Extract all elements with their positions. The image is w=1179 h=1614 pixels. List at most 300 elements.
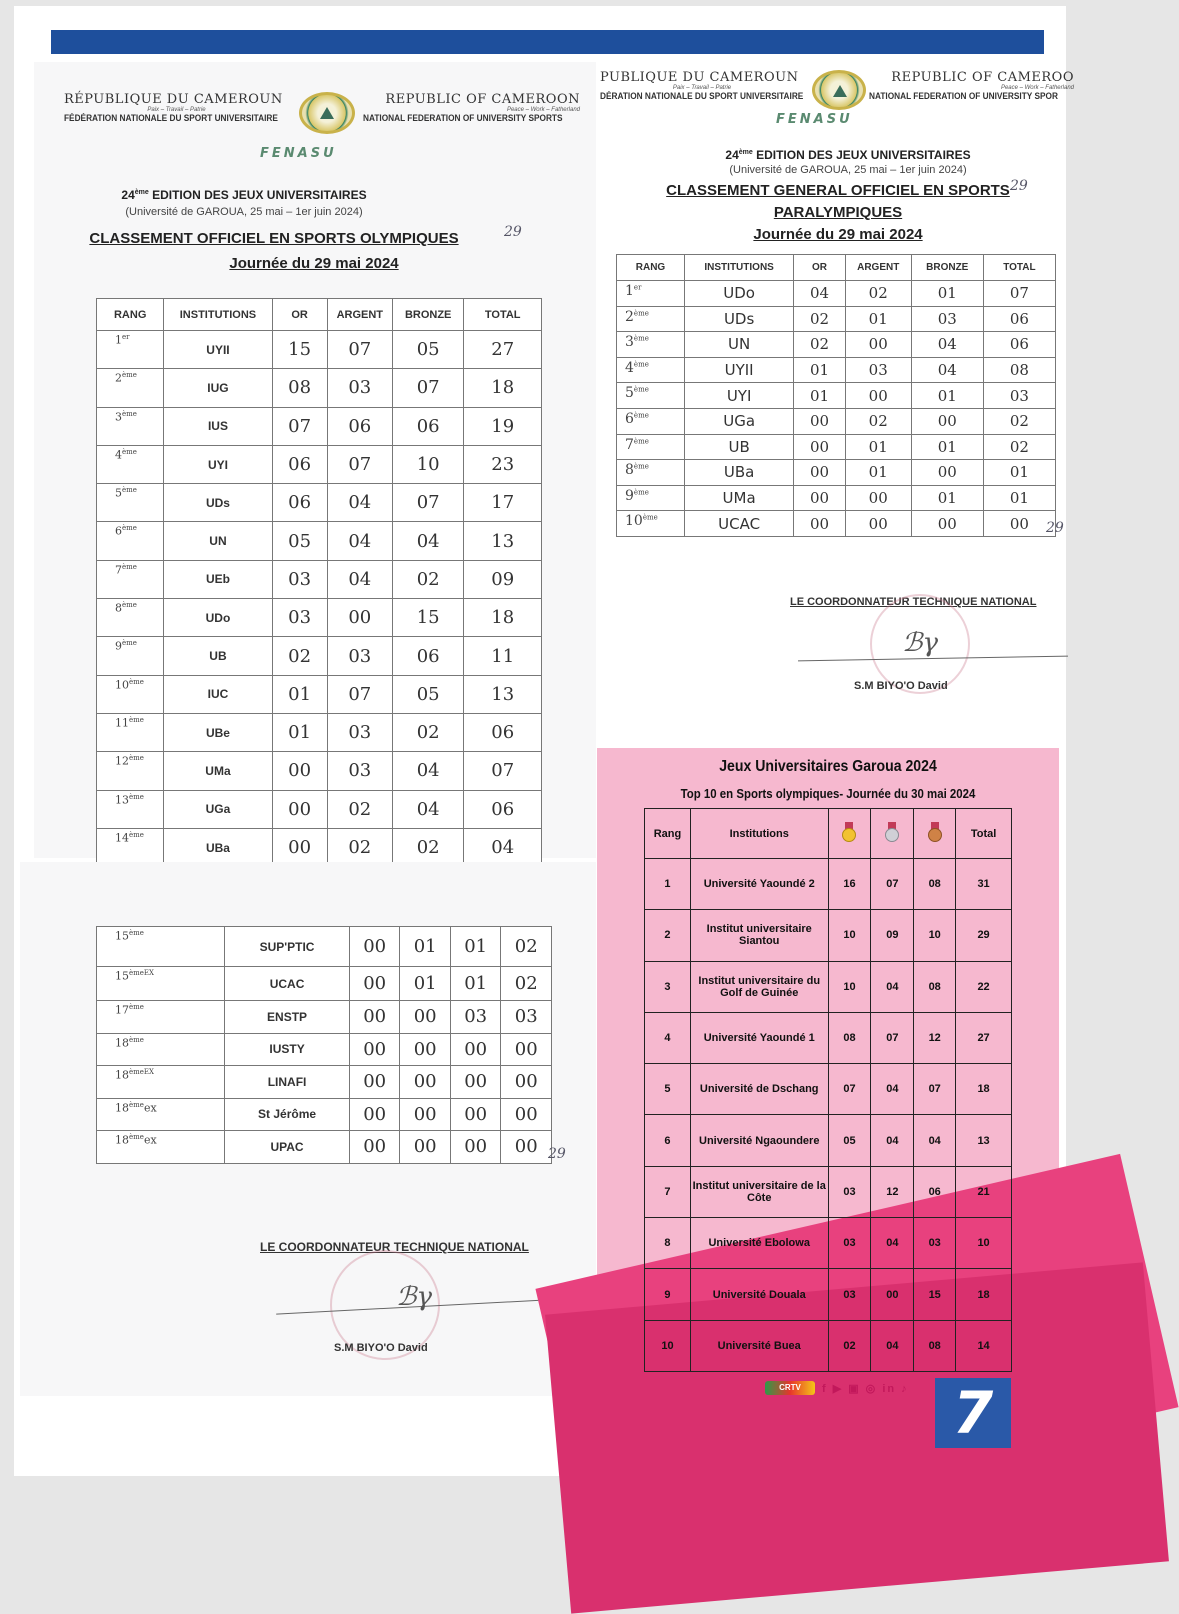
col-institutions: Institutions <box>690 809 828 859</box>
argent-cell: 01 <box>400 927 451 967</box>
institution-cell: UDs <box>164 484 272 522</box>
en-motto: Peace – Work – Fatherland <box>1000 85 1074 91</box>
table-row <box>617 485 1056 511</box>
or-cell: 06 <box>272 445 327 483</box>
table-row <box>97 927 552 967</box>
table-row <box>617 332 1056 358</box>
rank-cell: 2ème <box>97 369 164 407</box>
silver-medal-icon <box>885 822 899 842</box>
rank-cell: 9 <box>645 1269 691 1320</box>
silver-cell: 04 <box>871 1115 914 1166</box>
table-row <box>617 357 1056 383</box>
fr-motto: Paix – Travail – Patrie <box>672 85 732 91</box>
header-cell: RANG <box>97 299 164 331</box>
table-row <box>97 407 542 445</box>
bronze-cell: 04 <box>911 357 983 383</box>
document-title: CLASSEMENT OFFICIEL EN SPORTS OLYMPIQUES <box>89 230 459 247</box>
or-cell: 00 <box>349 927 400 967</box>
argent-cell: 00 <box>845 511 911 537</box>
handwritten-initials: 29 <box>1046 520 1064 536</box>
fr-motto: Paix – Travail – Patrie <box>147 107 206 113</box>
rank-cell: 6 <box>645 1115 691 1166</box>
col-rang: Rang <box>645 809 691 859</box>
col-bronze <box>914 809 956 859</box>
table-row <box>645 1218 1012 1269</box>
or-cell: 15 <box>272 331 327 369</box>
gold-cell: 10 <box>828 961 871 1012</box>
rank-cell: 5ème <box>617 383 685 409</box>
or-cell: 07 <box>272 407 327 445</box>
total-cell: 11 <box>464 637 542 675</box>
document-day: Journée du 29 mai 2024 <box>753 226 923 243</box>
bronze-cell: 00 <box>450 1098 501 1131</box>
table-row <box>617 511 1056 537</box>
or-cell: 02 <box>272 637 327 675</box>
table-row <box>97 1001 552 1034</box>
top-bar <box>51 30 1044 54</box>
institution-cell: LINAFI <box>225 1066 350 1099</box>
argent-cell: 07 <box>327 445 392 483</box>
or-cell: 03 <box>272 560 327 598</box>
col-total: Total <box>956 809 1012 859</box>
total-cell: 00 <box>501 1066 552 1099</box>
or-cell: 01 <box>794 357 846 383</box>
silver-cell: 07 <box>871 1012 914 1063</box>
rank-cell: 10ème <box>97 675 164 713</box>
rank-cell: 4ème <box>97 445 164 483</box>
letterhead <box>64 92 580 134</box>
institution-cell: UBe <box>164 713 272 751</box>
table-row <box>617 281 1056 307</box>
total-cell: 02 <box>983 434 1055 460</box>
argent-cell: 00 <box>845 332 911 358</box>
en-federation: NATIONAL FEDERATION OF UNIVERSITY SPOR <box>868 91 1058 101</box>
gold-cell: 03 <box>828 1166 871 1217</box>
rank-cell: 12ème <box>97 752 164 790</box>
institution-cell: Institut universitaire du Golf de Guinée <box>690 961 828 1012</box>
paralympic-ranking-sheet <box>598 62 1074 746</box>
total-cell: 19 <box>464 407 542 445</box>
institution-cell: Université Buea <box>690 1320 828 1371</box>
rank-cell: 9ème <box>617 485 685 511</box>
table-row <box>97 522 542 560</box>
table-row <box>645 1064 1012 1115</box>
institution-cell: UGa <box>164 790 272 828</box>
total-cell: 13 <box>464 522 542 560</box>
fr-federation: FÉDÉRATION NATIONALE DU SPORT UNIVERSITAIRE <box>64 113 278 123</box>
argent-cell: 06 <box>327 407 392 445</box>
silver-cell: 12 <box>871 1166 914 1217</box>
institution-cell: UCAC <box>225 967 350 1001</box>
institution-cell: SUP'PTIC <box>225 927 350 967</box>
institution-cell: UCAC <box>685 511 794 537</box>
bronze-cell: 05 <box>392 331 463 369</box>
rank-cell: 17ème <box>97 1001 225 1034</box>
rank-cell: 10 <box>645 1320 691 1371</box>
argent-cell: 04 <box>327 522 392 560</box>
table-row <box>97 1131 552 1164</box>
document-title-line2: PARALYMPIQUES <box>773 204 903 221</box>
paralympic-ranking-table <box>616 254 1056 537</box>
or-cell: 00 <box>349 1033 400 1066</box>
or-cell: 01 <box>272 675 327 713</box>
rank-cell: 8ème <box>97 599 164 637</box>
argent-cell: 03 <box>845 357 911 383</box>
bronze-cell: 04 <box>392 752 463 790</box>
table-row <box>97 828 542 866</box>
fenasu-wordmark: FENASU <box>776 112 853 127</box>
or-cell: 01 <box>272 713 327 751</box>
rank-cell: 8 <box>645 1218 691 1269</box>
bronze-cell: 04 <box>392 522 463 560</box>
or-cell: 00 <box>794 511 846 537</box>
table-row <box>97 1066 552 1099</box>
rank-cell: 10ème <box>617 511 685 537</box>
bronze-cell: 03 <box>911 306 983 332</box>
institution-cell: UBa <box>164 828 272 866</box>
bronze-cell: 07 <box>392 369 463 407</box>
table-row <box>645 1115 1012 1166</box>
bronze-cell: 02 <box>392 828 463 866</box>
or-cell: 01 <box>794 383 846 409</box>
argent-cell: 00 <box>400 1098 451 1131</box>
or-cell: 06 <box>272 484 327 522</box>
bronze-cell: 12 <box>914 1012 956 1063</box>
fenasu-logo <box>812 70 866 110</box>
table-row <box>617 306 1056 332</box>
total-cell: 29 <box>956 910 1012 961</box>
institution-cell: UGa <box>685 408 794 434</box>
bronze-cell: 01 <box>911 434 983 460</box>
fenasu-wordmark: FENASU <box>260 146 337 161</box>
rank-cell: 8ème <box>617 460 685 486</box>
argent-cell: 01 <box>845 434 911 460</box>
coordinator-name: S.M BIYO'O David <box>334 1342 428 1354</box>
table-row <box>97 484 542 522</box>
institution-cell: IUG <box>164 369 272 407</box>
bronze-cell: 00 <box>450 1033 501 1066</box>
en-country: REPUBLIC OF CAMEROON <box>385 92 580 107</box>
institution-cell: UN <box>685 332 794 358</box>
silver-cell: 04 <box>871 1320 914 1371</box>
edition-line: 24ème EDITION DES JEUX UNIVERSITAIRES <box>121 188 367 202</box>
coordinator-title: LE COORDONNATEUR TECHNIQUE NATIONAL <box>260 1240 529 1254</box>
gold-cell: 07 <box>828 1064 871 1115</box>
total-cell: 07 <box>983 281 1055 307</box>
table-row <box>97 445 542 483</box>
institution-cell: UDs <box>685 306 794 332</box>
table-row <box>97 560 542 598</box>
bronze-cell: 04 <box>392 790 463 828</box>
table-row <box>645 859 1012 910</box>
argent-cell: 01 <box>845 306 911 332</box>
rank-cell: 18èmeex <box>97 1098 225 1131</box>
or-cell: 00 <box>272 828 327 866</box>
institution-cell: UYI <box>685 383 794 409</box>
total-cell: 10 <box>956 1218 1012 1269</box>
institution-cell: Université Ngaoundere <box>690 1115 828 1166</box>
header-cell: OR <box>272 299 327 331</box>
signature: ℬγ <box>902 628 938 658</box>
argent-cell: 07 <box>327 331 392 369</box>
silver-cell: 04 <box>871 1064 914 1115</box>
argent-cell: 01 <box>400 967 451 1001</box>
total-cell: 09 <box>464 560 542 598</box>
top10-infographic <box>597 748 1059 1378</box>
institution-cell: IUS <box>164 407 272 445</box>
or-cell: 00 <box>272 790 327 828</box>
institution-cell: ENSTP <box>225 1001 350 1034</box>
table-row <box>97 675 542 713</box>
total-cell: 22 <box>956 961 1012 1012</box>
total-cell: 18 <box>464 369 542 407</box>
bronze-cell: 01 <box>450 967 501 1001</box>
rank-cell: 3 <box>645 961 691 1012</box>
bronze-cell: 10 <box>392 445 463 483</box>
fr-country: PUBLIQUE DU CAMEROUN <box>600 70 799 85</box>
institution-cell: Université Ebolowa <box>690 1218 828 1269</box>
institution-cell: IUSTY <box>225 1033 350 1066</box>
institution-cell: UN <box>164 522 272 560</box>
table-row <box>645 961 1012 1012</box>
gold-cell: 03 <box>828 1269 871 1320</box>
bronze-cell: 08 <box>914 961 956 1012</box>
total-cell: 06 <box>464 790 542 828</box>
rank-cell: 1er <box>97 331 164 369</box>
bronze-cell: 00 <box>450 1066 501 1099</box>
rank-cell: 5ème <box>97 484 164 522</box>
total-cell: 18 <box>464 599 542 637</box>
rank-cell: 4 <box>645 1012 691 1063</box>
bronze-cell: 03 <box>914 1218 956 1269</box>
en-federation: NATIONAL FEDERATION OF UNIVERSITY SPORTS <box>363 113 563 123</box>
bronze-cell: 06 <box>914 1166 956 1217</box>
bronze-cell: 10 <box>914 910 956 961</box>
rank-cell: 1 <box>645 859 691 910</box>
coordinator-title: LE COORDONNATEUR TECHNIQUE NATIONAL <box>790 596 1037 608</box>
table-row <box>645 1012 1012 1063</box>
bronze-cell: 08 <box>914 859 956 910</box>
rank-cell: 7 <box>645 1166 691 1217</box>
fr-federation: DÉRATION NATIONALE DU SPORT UNIVERSITAIRE <box>600 91 804 101</box>
bronze-cell: 00 <box>911 408 983 434</box>
silver-cell: 04 <box>871 1218 914 1269</box>
gold-cell: 16 <box>828 859 871 910</box>
institution-cell: Institut universitaire Siantou <box>690 910 828 961</box>
header-cell: INSTITUTIONS <box>164 299 272 331</box>
rank-cell: 4ème <box>617 357 685 383</box>
infographic-title: Jeux Universitaires Garoua 2024 <box>719 758 937 775</box>
rank-cell: 5 <box>645 1064 691 1115</box>
total-cell: 27 <box>956 1012 1012 1063</box>
social-icons: f ▶ ▣ ◎ in ♪ <box>822 1383 909 1395</box>
fr-country: RÉPUBLIQUE DU CAMEROUN <box>64 92 283 107</box>
total-cell: 07 <box>464 752 542 790</box>
or-cell: 03 <box>272 599 327 637</box>
argent-cell: 04 <box>327 560 392 598</box>
table-row <box>97 713 542 751</box>
document-title-line1: CLASSEMENT GENERAL OFFICIEL EN SPORTS <box>666 182 1010 199</box>
bronze-cell: 02 <box>392 713 463 751</box>
argent-cell: 00 <box>400 1033 451 1066</box>
brand-logo: CRTV <box>765 1381 815 1395</box>
bronze-cell: 07 <box>392 484 463 522</box>
rank-cell: 6ème <box>97 522 164 560</box>
argent-cell: 03 <box>327 637 392 675</box>
silver-cell: 00 <box>871 1269 914 1320</box>
total-cell: 27 <box>464 331 542 369</box>
total-cell: 01 <box>983 460 1055 486</box>
bronze-medal-icon <box>928 822 942 842</box>
total-cell: 03 <box>501 1001 552 1034</box>
header-cell: TOTAL <box>983 255 1055 281</box>
total-cell: 06 <box>464 713 542 751</box>
total-cell: 02 <box>501 967 552 1001</box>
total-cell: 00 <box>983 511 1055 537</box>
institution-cell: St Jérôme <box>225 1098 350 1131</box>
bronze-cell: 01 <box>911 485 983 511</box>
total-cell: 23 <box>464 445 542 483</box>
or-cell: 00 <box>349 1131 400 1164</box>
institution-cell: Université Yaoundé 1 <box>690 1012 828 1063</box>
total-cell: 06 <box>983 332 1055 358</box>
bronze-cell: 07 <box>914 1064 956 1115</box>
total-cell: 18 <box>956 1064 1012 1115</box>
handwritten-initials: 29 <box>548 1146 566 1162</box>
institution-cell: UB <box>685 434 794 460</box>
rank-cell: 15ème <box>97 927 225 967</box>
table-row <box>617 434 1056 460</box>
table-row <box>97 369 542 407</box>
or-cell: 00 <box>349 1001 400 1034</box>
header-cell: ARGENT <box>327 299 392 331</box>
institution-cell: Université de Dschang <box>690 1064 828 1115</box>
table-row <box>617 460 1056 486</box>
header-cell: ARGENT <box>845 255 911 281</box>
bronze-cell: 04 <box>911 332 983 358</box>
argent-cell: 02 <box>327 790 392 828</box>
document-day: Journée du 29 mai 2024 <box>229 255 399 272</box>
rank-cell: 18ème <box>97 1033 225 1066</box>
table-row <box>97 967 552 1001</box>
total-cell: 06 <box>983 306 1055 332</box>
institution-cell: Université Douala <box>690 1269 828 1320</box>
olympic-ranking-table-continued <box>96 926 552 1164</box>
fenasu-logo <box>299 92 355 134</box>
rank-cell: 2ème <box>617 306 685 332</box>
header-cell: TOTAL <box>464 299 542 331</box>
table-row <box>97 331 542 369</box>
silver-cell: 07 <box>871 859 914 910</box>
institution-cell: Université Yaoundé 2 <box>690 859 828 910</box>
table-row <box>97 790 542 828</box>
institution-cell: UPAC <box>225 1131 350 1164</box>
bronze-cell: 15 <box>914 1269 956 1320</box>
bronze-cell: 03 <box>450 1001 501 1034</box>
institution-cell: UYII <box>164 331 272 369</box>
col-silver <box>871 809 914 859</box>
total-cell: 00 <box>501 1098 552 1131</box>
or-cell: 00 <box>349 967 400 1001</box>
col-gold <box>828 809 871 859</box>
argent-cell: 03 <box>327 369 392 407</box>
olympic-ranking-sheet-continued <box>20 862 596 1396</box>
argent-cell: 00 <box>845 383 911 409</box>
location-line: (Université de GAROUA, 25 mai – 1er juin 2024) <box>125 206 363 218</box>
handwritten-initials: 29 <box>504 224 522 240</box>
total-cell: 31 <box>956 859 1012 910</box>
argent-cell: 02 <box>845 408 911 434</box>
institution-cell: UDo <box>685 281 794 307</box>
table-row <box>97 1098 552 1131</box>
or-cell: 02 <box>794 332 846 358</box>
institution-cell: UYII <box>685 357 794 383</box>
total-cell: 18 <box>956 1269 1012 1320</box>
bronze-cell: 00 <box>911 511 983 537</box>
institution-cell: UDo <box>164 599 272 637</box>
argent-cell: 00 <box>400 1001 451 1034</box>
bronze-cell: 06 <box>392 637 463 675</box>
bronze-cell: 01 <box>450 927 501 967</box>
en-country: REPUBLIC OF CAMEROO <box>891 70 1074 85</box>
argent-cell: 00 <box>400 1131 451 1164</box>
total-cell: 00 <box>501 1131 552 1164</box>
rank-cell: $18^{èmeEX}$ <box>97 1066 225 1099</box>
bronze-cell: 05 <box>392 675 463 713</box>
argent-cell: 07 <box>327 675 392 713</box>
total-cell: 01 <box>983 485 1055 511</box>
header-cell: INSTITUTIONS <box>685 255 794 281</box>
table-row <box>645 1320 1012 1371</box>
institution-cell: IUC <box>164 675 272 713</box>
argent-cell: 00 <box>400 1066 451 1099</box>
or-cell: 08 <box>272 369 327 407</box>
rank-cell: 18èmeex <box>97 1131 225 1164</box>
total-cell: 00 <box>501 1033 552 1066</box>
olympic-ranking-table <box>96 298 542 867</box>
total-cell: 08 <box>983 357 1055 383</box>
rank-cell: 1er <box>617 281 685 307</box>
olympic-ranking-sheet <box>34 62 596 858</box>
table-row <box>97 599 542 637</box>
table-row <box>645 910 1012 961</box>
table-row <box>645 1166 1012 1217</box>
institution-cell: UYI <box>164 445 272 483</box>
argent-cell: 03 <box>327 752 392 790</box>
en-motto: Peace – Work – Fatherland <box>506 107 580 113</box>
silver-cell: 04 <box>871 961 914 1012</box>
total-cell: 21 <box>956 1166 1012 1217</box>
total-cell: 04 <box>464 828 542 866</box>
or-cell: 00 <box>794 485 846 511</box>
rank-cell: 11ème <box>97 713 164 751</box>
rank-cell: 6ème <box>617 408 685 434</box>
total-cell: 13 <box>956 1115 1012 1166</box>
table-row <box>97 1033 552 1066</box>
argent-cell: 01 <box>845 460 911 486</box>
bronze-cell: 06 <box>392 407 463 445</box>
coordinator-name: S.M BIYO'O David <box>854 680 948 692</box>
rank-cell: 7ème <box>617 434 685 460</box>
argent-cell: 02 <box>845 281 911 307</box>
bronze-cell: 02 <box>392 560 463 598</box>
or-cell: 00 <box>794 434 846 460</box>
bronze-cell: 08 <box>914 1320 956 1371</box>
letterhead <box>600 70 1074 110</box>
table-row <box>617 408 1056 434</box>
bronze-cell: 01 <box>911 383 983 409</box>
page-badge: 7 <box>935 1378 1011 1448</box>
